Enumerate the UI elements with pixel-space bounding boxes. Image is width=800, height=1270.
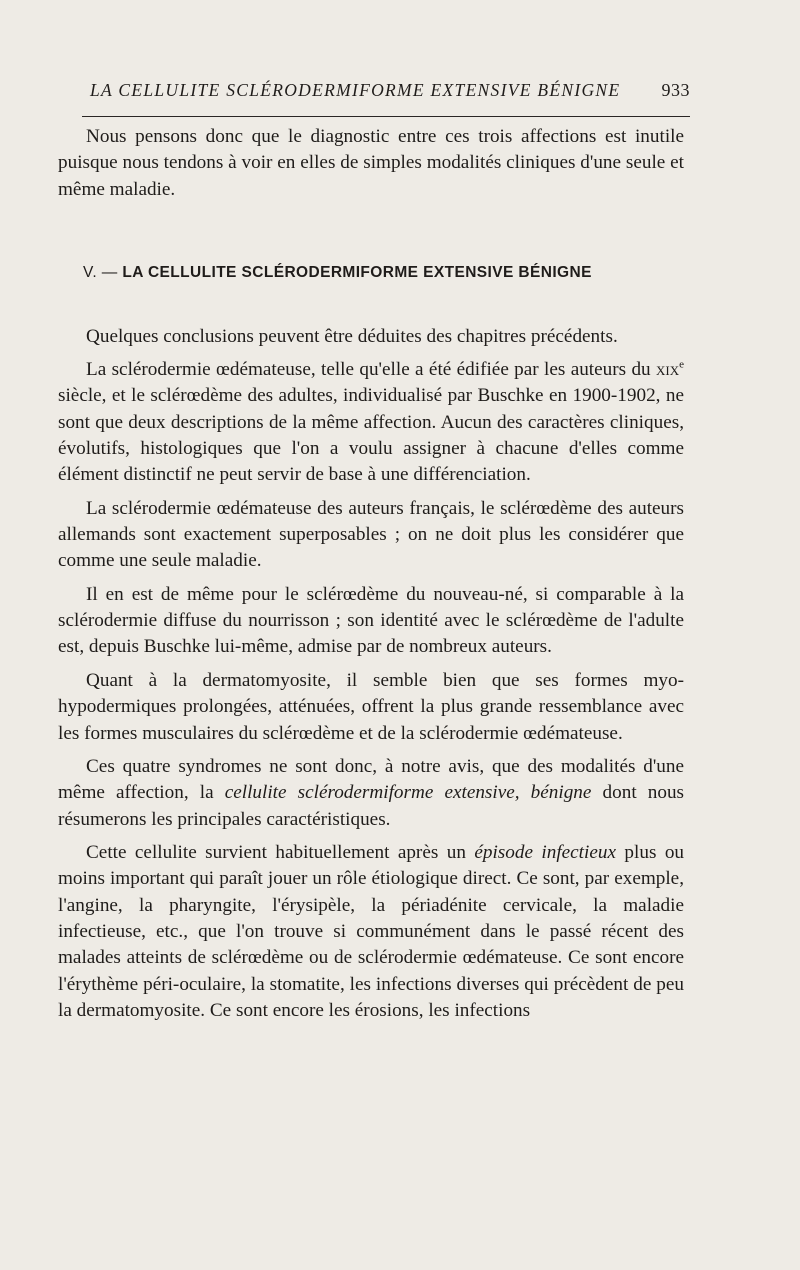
century-numeral: xix [656, 358, 680, 380]
paragraph-6-text-b: dont nous résumerons les principales caractéristiques. [58, 782, 685, 830]
paragraph-5: Quant à la dermatomyosite, il semble bien que ses formes myo-hypodermiques prolongées, atténuées, offrent la plus grande ressemblance avec les formes musculaires du sclérœdème et de la sclérodermie œdémateuse. [58, 669, 684, 744]
section-heading [58, 260, 684, 286]
continuation-paragraph: Nous pensons donc que le diagnostic entre ces trois affections est inutile puisque nous tendons à voir en elles de simples modalités cliniques d'une seule et même maladie. [58, 126, 684, 200]
header-rule [82, 116, 690, 117]
page-number: 933 [661, 80, 690, 100]
paragraph-7-text-b: plus ou moins important qui paraît jouer un rôle étiologique direct. Ce sont, par exemple, l'angine, la pharyngite, l'érysipèle, la périadénite cervicale, la maladie infectieuse, etc., que l'on trouve si communément dans le passé récent des malades atteints de sclérœdème ou de sclérodermie œdémateuse. Ce sont encore l'érythème péri-oculaire, la stomatite, les infections diverses qui précèdent de peu la dermatomyosite. Ce sont encore les érosions, les infections [58, 841, 685, 1022]
paragraph-2-text-b: siècle, et le sclérœdème des adultes, individualisé par Buschke en 1900-1902, ne sont que deux descriptions de la même affection. Aucun des caractères cliniques, évolutifs, histologiques que l'on a voulu assigner à chacune d'elles comme élément distinctif ne peut servir de base à une différenciation. [58, 385, 684, 486]
running-title: LA CELLULITE SCLÉRODERMIFORME EXTENSIVE BÉNIGNE [90, 80, 621, 100]
century-superscript: e [679, 358, 684, 371]
paragraph-2 [58, 357, 684, 489]
running-head [90, 80, 690, 101]
paragraph-3: La sclérodermie œdémateuse des auteurs français, le sclérœdème des auteurs allemands sont exactement superposables ; on ne doit plus les considérer que comme une seule maladie. [58, 497, 684, 572]
body-text [58, 124, 684, 1025]
paragraph-6-emphasis: cellulite sclérodermiforme extensive, bénigne [224, 782, 592, 804]
paragraph-7-text-a: Cette cellulite survient habituellement après un [86, 841, 466, 863]
paragraph-6-text-a: Ces quatre syndromes ne sont donc, à notre avis, que des modalités d'une même affection, la [58, 755, 684, 804]
section-number: V. — [83, 264, 118, 282]
paragraph-6 [58, 754, 684, 833]
paragraph-2-text-a: La sclérodermie œdémateuse, telle qu'elle a été édifiée par les auteurs du [86, 358, 651, 380]
paragraph-1: Quelques conclusions peuvent être déduites des chapitres précédents. [86, 325, 618, 347]
section-title: LA CELLULITE SCLÉRODERMIFORME EXTENSIVE BÉNIGNE [122, 264, 592, 282]
paragraph-7-emphasis: épisode infectieux [474, 841, 616, 863]
paragraph-7 [58, 840, 684, 1025]
paragraph-4: Il en est de même pour le sclérœdème du nouveau-né, si comparable à la sclérodermie diffuse du nourrisson ; son identité avec le sclérœdème de l'adulte est, depuis Buschke lui-même, admise par de nombreux auteurs. [58, 583, 684, 658]
